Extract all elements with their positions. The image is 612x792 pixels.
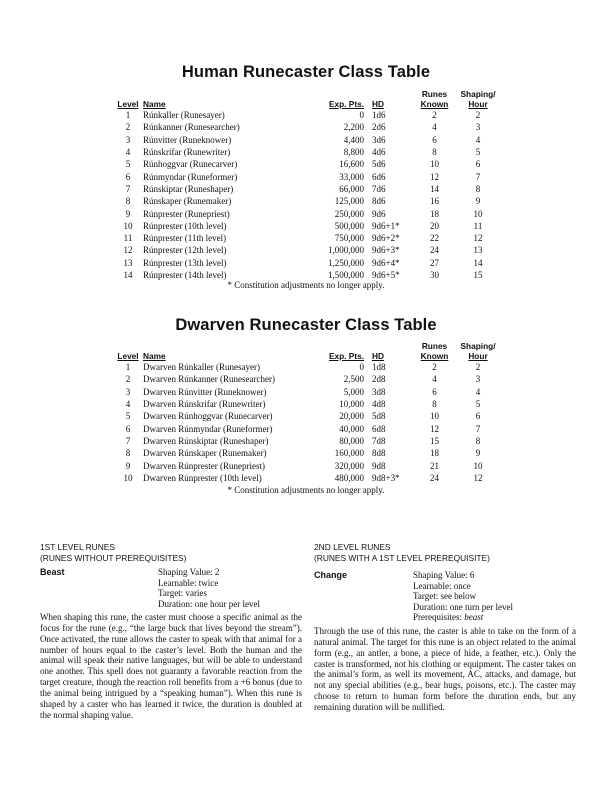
- runes-known-cell: 18: [430, 448, 439, 459]
- shaping-hour-cell: 2: [475, 110, 481, 121]
- table-row: [113, 244, 501, 256]
- table-row: [113, 208, 501, 220]
- hd-cell: 9d6+3*: [372, 245, 400, 256]
- table-row: [113, 220, 501, 232]
- hd-cell: 8d6: [372, 196, 386, 207]
- hd-cell: 3d8: [372, 386, 386, 397]
- level-cell: 9: [125, 460, 131, 471]
- header-shaping-hour: Shaping/ Hour: [460, 89, 496, 109]
- level-cell: 13: [123, 257, 133, 268]
- hd-cell: 1d6: [372, 110, 386, 121]
- rune-name-beast: Beast: [40, 567, 65, 577]
- hd-cell: 9d6+4*: [372, 257, 400, 268]
- name-cell: Rúnprester (10th level): [143, 220, 227, 231]
- table-row: [113, 460, 501, 472]
- shaping-hour-cell: 13: [473, 245, 483, 256]
- table-row: [113, 121, 501, 133]
- left-column-heading: [40, 542, 302, 563]
- rune-duration: Duration: one hour per level: [158, 598, 260, 609]
- exp-cell: 0: [359, 110, 364, 121]
- table-header-row: [113, 90, 501, 109]
- hd-cell: 6d6: [372, 171, 386, 182]
- exp-cell: 125,000: [334, 196, 364, 207]
- level-cell: 8: [125, 448, 131, 459]
- shaping-hour-cell: 4: [475, 134, 481, 145]
- name-cell: Rúnskiptar (Runeshaper): [143, 183, 234, 194]
- rune-shaping-value: Shaping Value: 2: [158, 567, 220, 577]
- exp-cell: 500,000: [334, 220, 364, 231]
- dwarven-table-title: Dwarven Runecaster Class Table: [175, 316, 437, 334]
- name-cell: Dwarven Rúnmyndar (Runeformer): [143, 423, 273, 434]
- table-row: [113, 171, 501, 183]
- runes-known-cell: 8: [432, 147, 437, 158]
- header-exp: Exp. Pts.: [328, 98, 364, 109]
- name-cell: Rúnhoggvar (Runecarver): [143, 159, 238, 170]
- header-level: Level: [117, 98, 139, 109]
- hd-cell: 6d8: [372, 423, 386, 434]
- header-name: Name: [143, 350, 166, 361]
- runes-known-cell: 27: [430, 257, 439, 268]
- exp-cell: 480,000: [334, 472, 364, 483]
- level-cell: 4: [125, 147, 131, 158]
- exp-cell: 1,250,000: [328, 257, 364, 268]
- runes-known-cell: 6: [432, 134, 437, 145]
- exp-cell: 20,000: [339, 411, 364, 422]
- shaping-hour-cell: 9: [475, 196, 481, 207]
- hd-cell: 9d8: [372, 460, 386, 471]
- level-cell: 3: [125, 134, 131, 145]
- level-cell: 2: [125, 374, 131, 385]
- hd-cell: 2d8: [372, 374, 386, 385]
- runes-known-cell: 2: [432, 110, 437, 121]
- exp-cell: 16,600: [339, 159, 364, 170]
- table-header-row: [113, 342, 501, 361]
- exp-cell: 1,000,000: [328, 245, 364, 256]
- header-hd: HD: [372, 350, 384, 361]
- name-cell: Rúnkanner (Runesearcher): [143, 122, 240, 133]
- hd-cell: 1d8: [372, 362, 386, 373]
- hd-cell: 7d8: [372, 435, 386, 446]
- runes-known-cell: 8: [432, 399, 437, 410]
- table-row: [113, 373, 501, 385]
- name-cell: Rúnvitter (Runeknower): [143, 134, 232, 145]
- shaping-hour-cell: 3: [475, 122, 481, 133]
- shaping-hour-cell: 15: [473, 270, 483, 281]
- exp-cell: 4,400: [343, 134, 364, 145]
- level-cell: 8: [125, 196, 131, 207]
- shaping-hour-cell: 9: [475, 448, 481, 459]
- shaping-hour-cell: 10: [473, 460, 483, 471]
- hd-cell: 3d6: [372, 134, 386, 145]
- level-cell: 11: [123, 233, 133, 244]
- shaping-hour-cell: 5: [475, 399, 481, 410]
- shaping-hour-cell: 12: [473, 233, 483, 244]
- header-exp: Exp. Pts.: [328, 350, 364, 361]
- exp-cell: 80,000: [339, 435, 364, 446]
- exp-cell: 33,000: [339, 171, 364, 182]
- section-heading-line: (RUNES WITHOUT PREREQUISITES): [40, 552, 187, 563]
- hd-cell: 4d8: [372, 399, 386, 410]
- shaping-hour-cell: 6: [475, 411, 481, 422]
- shaping-hour-cell: 5: [475, 147, 481, 158]
- runes-known-cell: 14: [430, 183, 439, 194]
- runes-known-cell: 12: [430, 423, 439, 434]
- exp-cell: 160,000: [334, 448, 364, 459]
- runes-known-cell: 4: [432, 374, 437, 385]
- level-cell: 6: [125, 423, 131, 434]
- level-cell: 6: [125, 171, 131, 182]
- hd-cell: 8d8: [372, 448, 386, 459]
- runes-known-cell: 24: [430, 472, 439, 483]
- name-cell: Dwarven Rúnhoggvar (Runecarver): [143, 411, 273, 422]
- runes-known-cell: 30: [430, 270, 439, 281]
- runes-known-cell: 15: [430, 435, 439, 446]
- name-cell: Rúnprester (11th level): [143, 233, 227, 244]
- name-cell: Dwarven Rúnvitter (Runeknower): [143, 386, 267, 397]
- rune-target: Target: varies: [158, 588, 207, 599]
- name-cell: Dwarven Rúnskrifar (Runewriter): [143, 399, 266, 410]
- table-row: [113, 398, 501, 410]
- section-heading-line: 2ND LEVEL RUNES: [314, 542, 391, 552]
- section-heading-line: 1ST LEVEL RUNES: [40, 542, 115, 552]
- level-cell: 5: [125, 159, 131, 170]
- shaping-hour-cell: 12: [473, 472, 483, 483]
- hd-cell: 9d6: [372, 208, 386, 219]
- table-row: [113, 195, 501, 207]
- runes-known-cell: 18: [430, 208, 439, 219]
- level-cell: 5: [125, 411, 131, 422]
- hd-cell: 9d6+5*: [372, 270, 400, 281]
- level-cell: 4: [125, 399, 131, 410]
- rune-description-beast: When shaping this rune, the caster must choose a specific animal as the focus for the rune (e.g., “the large buck that lives beyond the stream”). Once activated, the rune allows the caster to speak with that animal for a number of hours equal to the caster’s level. Both the human and the animal will speak their native languages, but will be able to understand one another. This spell does not guaranty a favorable reaction from the target creature, though the reaction roll benefits from a +6 bonus (due to the animal being intrigued by a “speaking human”). When this rune is shaped by a caster who has learned it twice, the duration is doubled at the normal shaping value.: [40, 612, 302, 720]
- section-heading-line: (RUNES WITH A 1ST LEVEL PREREQUISITE): [314, 552, 490, 563]
- rune-shaping-value: Shaping Value: 6: [413, 570, 475, 580]
- shaping-hour-cell: 11: [473, 220, 483, 231]
- hd-cell: 4d6: [372, 147, 386, 158]
- header-name: Name: [143, 98, 166, 109]
- level-cell: 1: [125, 362, 131, 373]
- table-row: [113, 386, 501, 398]
- name-cell: Rúnprester (14th level): [143, 270, 227, 281]
- table-row: [113, 158, 501, 170]
- shaping-hour-cell: 3: [475, 374, 481, 385]
- table-row: [113, 410, 501, 422]
- runes-known-cell: 21: [430, 460, 439, 471]
- header-runes-known: Runes Known: [420, 89, 449, 109]
- name-cell: Rúnprester (13th level): [143, 257, 227, 268]
- name-cell: Rúnkaller (Runesayer): [143, 110, 225, 121]
- level-cell: 12: [123, 245, 133, 256]
- table-row: [113, 146, 501, 158]
- exp-cell: 5,000: [343, 386, 364, 397]
- hd-cell: 7d6: [372, 183, 386, 194]
- table-row: [113, 423, 501, 435]
- header-shaping-hour: Shaping/ Hour: [460, 341, 496, 361]
- shaping-hour-cell: 6: [475, 159, 481, 170]
- shaping-hour-cell: 4: [475, 386, 481, 397]
- rune-attributes-beast: [158, 567, 260, 609]
- level-cell: 7: [125, 435, 131, 446]
- table-row: [113, 134, 501, 146]
- exp-cell: 750,000: [334, 233, 364, 244]
- name-cell: Dwarven Rúnprester (Runepriest): [143, 460, 265, 471]
- exp-cell: 2,500: [343, 374, 364, 385]
- level-cell: 9: [125, 208, 131, 219]
- shaping-hour-cell: 14: [473, 257, 483, 268]
- shaping-hour-cell: 2: [475, 362, 481, 373]
- rune-target: Target: see below: [413, 591, 477, 602]
- shaping-hour-cell: 10: [473, 208, 483, 219]
- runes-known-cell: 10: [430, 159, 439, 170]
- runes-known-cell: 20: [430, 220, 439, 231]
- table-row: [113, 447, 501, 459]
- rune-duration: Duration: one turn per level: [413, 601, 513, 612]
- name-cell: Rúnprester (Runepriest): [143, 208, 230, 219]
- exp-cell: 10,000: [339, 399, 364, 410]
- exp-cell: 0: [359, 362, 364, 373]
- runes-known-cell: 4: [432, 122, 437, 133]
- runes-known-cell: 10: [430, 411, 439, 422]
- runes-known-cell: 24: [430, 245, 439, 256]
- dwarven-class-table: [113, 342, 501, 484]
- exp-cell: 320,000: [334, 460, 364, 471]
- table-row: [113, 232, 501, 244]
- table-row: [113, 361, 501, 373]
- exp-cell: 8,800: [343, 147, 364, 158]
- header-runes-known: Runes Known: [420, 341, 449, 361]
- exp-cell: 66,000: [339, 183, 364, 194]
- rune-prerequisites: Prerequisites: beast: [413, 612, 484, 623]
- runes-known-cell: 16: [430, 196, 439, 207]
- runes-known-cell: 12: [430, 171, 439, 182]
- name-cell: Dwarven Rúnkaller (Runesayer): [143, 362, 260, 373]
- hd-cell: 5d8: [372, 411, 386, 422]
- table-row: [113, 472, 501, 484]
- exp-cell: 250,000: [334, 208, 364, 219]
- name-cell: Rúnskrifar (Runewriter): [143, 147, 231, 158]
- hd-cell: 9d6+2*: [372, 233, 400, 244]
- dwarven-table-footnote: * Constitution adjustments no longer apply.: [227, 485, 385, 495]
- exp-cell: 1,500,000: [328, 270, 364, 281]
- hd-cell: 2d6: [372, 122, 386, 133]
- shaping-hour-cell: 7: [475, 171, 481, 182]
- rune-prerequisites-value: beast: [464, 612, 484, 623]
- header-hd: HD: [372, 98, 384, 109]
- runes-known-cell: 2: [432, 362, 437, 373]
- header-level: Level: [117, 350, 139, 361]
- level-cell: 7: [125, 183, 131, 194]
- level-cell: 10: [123, 220, 133, 231]
- human-table-title: Human Runecaster Class Table: [181, 63, 431, 81]
- exp-cell: 2,200: [343, 122, 364, 133]
- name-cell: Dwarven Rúnkanner (Runesearcher): [143, 374, 275, 385]
- table-row: [113, 257, 501, 269]
- shaping-hour-cell: 8: [475, 435, 481, 446]
- name-cell: Rúnskaper (Runemaker): [143, 196, 232, 207]
- name-cell: Rúnmyndar (Runeformer): [143, 171, 238, 182]
- rune-name-change: Change: [314, 570, 348, 580]
- level-cell: 1: [125, 110, 131, 121]
- name-cell: Dwarven Rúnprester (10th level): [143, 472, 262, 483]
- rune-description-change: Through the use of this rune, the caster is able to take on the form of a natural animal. The target for this rune is an object related to the animal form (e.g., an antler, a bone, a piece of hide, a feather, etc.). Only the caster is transformed, not his clothing or equipment. The caster takes on the animal’s form, as well its movement, AC, attacks, and damage, but not any special abilities (e.g., bear hugs, poisons, etc.). The caster may choose to return to human form before the duration ends, but any remaining duration will be nullified.: [314, 626, 576, 712]
- level-cell: 3: [125, 386, 131, 397]
- rune-attributes-change: [413, 570, 513, 623]
- level-cell: 2: [125, 122, 131, 133]
- runes-known-cell: 6: [432, 386, 437, 397]
- human-class-table: [113, 90, 501, 281]
- shaping-hour-cell: 8: [475, 183, 481, 194]
- runes-known-cell: 22: [430, 233, 439, 244]
- exp-cell: 40,000: [339, 423, 364, 434]
- table-row: [113, 435, 501, 447]
- table-row: [113, 183, 501, 195]
- shaping-hour-cell: 7: [475, 423, 481, 434]
- hd-cell: 9d8+3*: [372, 472, 400, 483]
- rune-learnable: Learnable: twice: [158, 577, 219, 588]
- human-table-footnote: * Constitution adjustments no longer apply.: [227, 280, 385, 290]
- hd-cell: 5d6: [372, 159, 386, 170]
- right-column-heading: [314, 542, 576, 563]
- hd-cell: 9d6+1*: [372, 220, 400, 231]
- name-cell: Dwarven Rúnskaper (Runemaker): [143, 448, 267, 459]
- level-cell: 10: [123, 472, 133, 483]
- name-cell: Dwarven Rúnskiptar (Runeshaper): [143, 435, 269, 446]
- name-cell: Rúnprester (12th level): [143, 245, 227, 256]
- table-row: [113, 109, 501, 121]
- level-cell: 14: [123, 270, 133, 281]
- rune-learnable: Learnable: once: [413, 580, 471, 591]
